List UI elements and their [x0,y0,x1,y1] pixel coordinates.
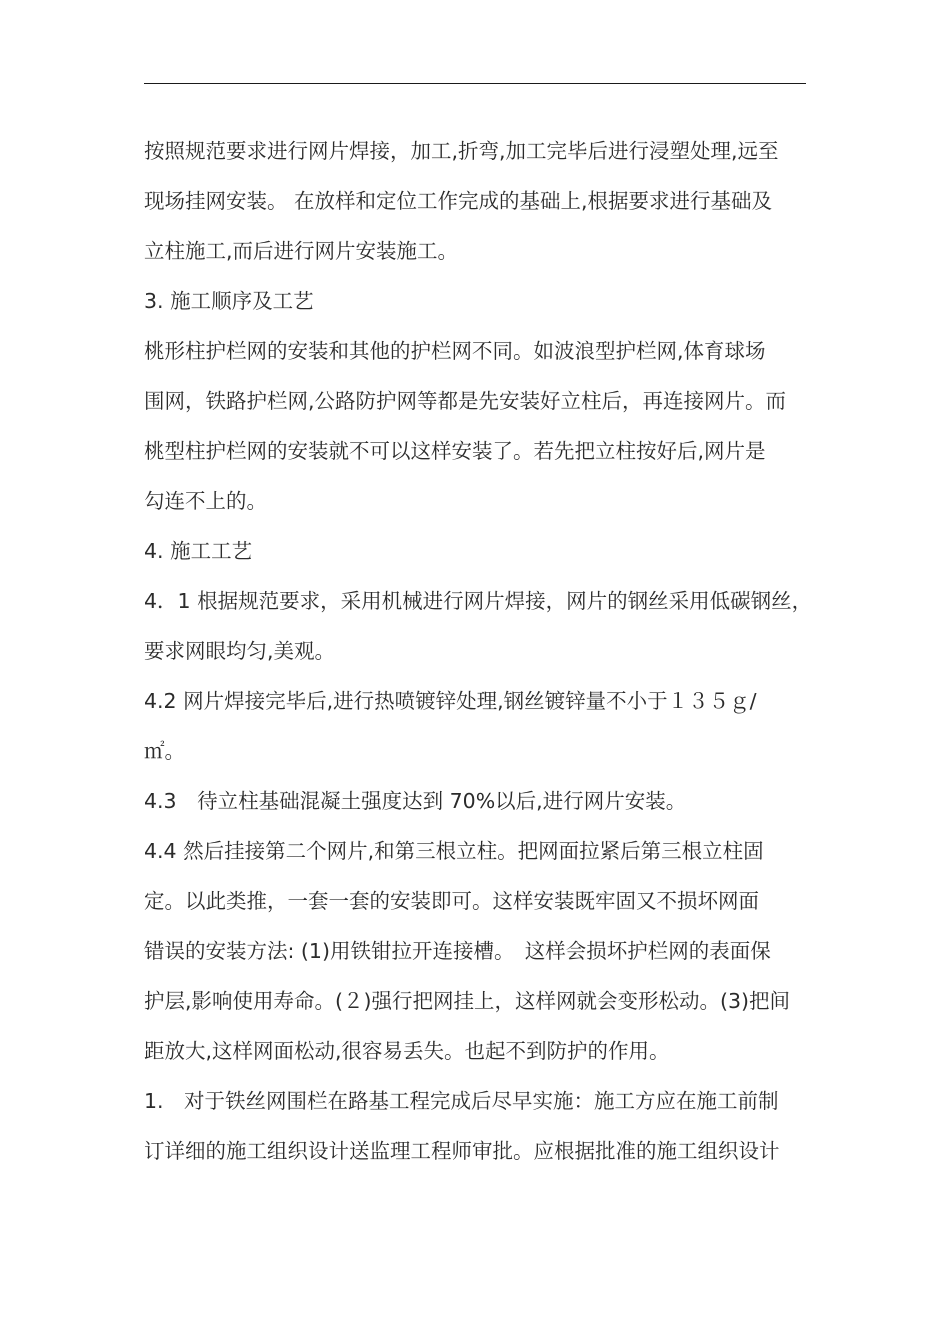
header-rule [144,83,806,84]
text-line: 4.2 网片焊接完毕后,进行热喷镀锌处理,钢丝镀锌量不小于１３５ｇ/ [144,689,757,713]
text-line: 4.4 然后挂接第二个网片,和第三根立柱。把网面拉紧后第三根立柱固 [144,839,764,863]
section-heading: 4. 施工工艺 [144,539,253,563]
text-line: 4.3 待立柱基础混凝土强度达到 70%以后,进行网片安装。 [144,789,687,813]
text-line: 桃形柱护栏网的安装和其他的护栏网不同。如波浪型护栏网,体育球场 [144,339,766,363]
text-line: 桃型柱护栏网的安装就不可以这样安装了。若先把立柱按好后,网片是 [144,439,766,463]
section-heading: 3. 施工顺序及工艺 [144,289,314,313]
text-line: 现场挂网安装。 在放样和定位工作完成的基础上,根据要求进行基础及 [144,189,773,213]
text-line: 订详细的施工组织设计送监理工程师审批。应根据批准的施工组织设计 [144,1139,780,1163]
text-line: 要求网眼均匀,美观。 [144,639,336,663]
text-line: 4．1 根据规范要求，采用机械进行网片焊接，网片的钢丝采用低碳钢丝， [144,589,813,613]
text-line: 定。以此类推，一套一套的安装即可。这样安装既牢固又不损坏网面 [144,889,759,913]
text-line: 护层,影响使用寿命。(２)强行把网挂上，这样网就会变形松动。(3)把间 [144,989,791,1013]
text-line: 错误的安装方法: (1)用铁钳拉开连接槽。 这样会损坏护栏网的表面保 [144,939,771,963]
text-line: 围网，铁路护栏网,公路防护网等都是先安装好立柱后，再连接网片。而 [144,389,787,413]
text-line: 1. 对于铁丝网围栏在路基工程完成后尽早实施：施工方应在施工前制 [144,1089,779,1113]
text-line: 立柱施工,而后进行网片安装施工。 [144,239,459,263]
text-line: 按照规范要求进行网片焊接，加工,折弯,加工完毕后进行浸塑处理,远至 [144,139,779,163]
text-line: 距放大,这样网面松动,很容易丢失。也起不到防护的作用。 [144,1039,670,1063]
text-line: 勾连不上的。 [144,489,267,513]
document-body [144,126,824,1176]
text-line: ㎡。 [144,739,185,763]
